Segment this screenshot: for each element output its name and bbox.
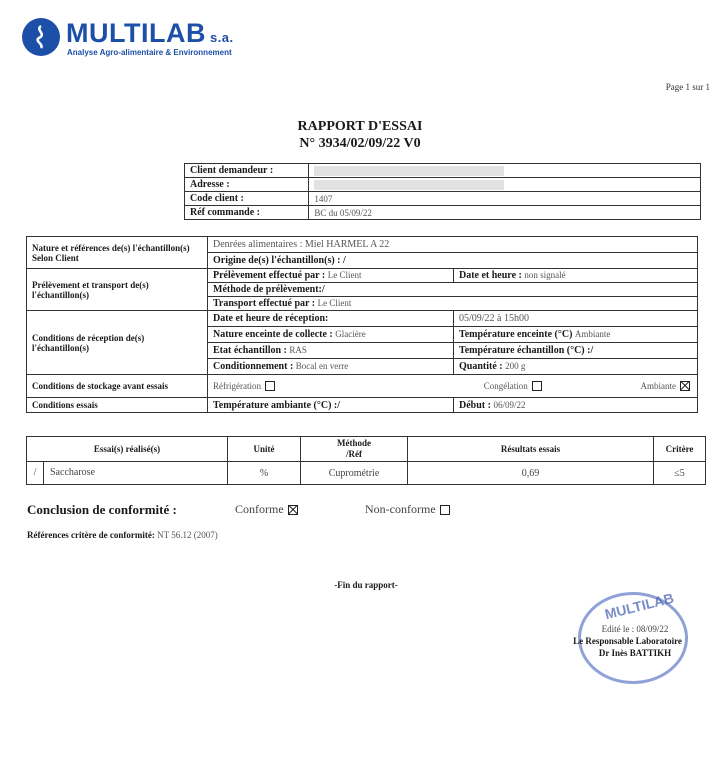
client-demandeur-label: Client demandeur : <box>185 164 309 178</box>
transport-cell: Transport effectué par : Le Client <box>208 297 698 311</box>
date-heure-cell: Date et heure : non signalé <box>453 269 697 283</box>
refrigeration-option: Réfrigération <box>213 381 275 392</box>
prelevement-section: Prélèvement et transport de(s) l'échantillon(s) <box>27 269 208 311</box>
conditionnement-cell: Conditionnement : Bocal en verre <box>208 359 454 375</box>
conforme-option: Conforme <box>235 502 298 517</box>
end-of-report: -Fin du rapport- <box>334 580 398 590</box>
table-row <box>27 462 706 485</box>
stockage-options <box>208 375 698 398</box>
reception-date-label: Date et heure de réception: <box>208 311 454 327</box>
header-critere: Critère <box>654 437 706 462</box>
responsable-label: Le Responsable Laboratoire <box>573 636 682 646</box>
logo-subtitle: Analyse Agro-alimentaire & Environnement <box>67 48 232 57</box>
adresse-value <box>309 178 701 192</box>
table-row <box>27 398 698 413</box>
origine-label: Origine de(s) l'échantillon(s) : / <box>208 253 698 269</box>
temp-ambiante-label: Température ambiante (°C) :/ <box>208 398 454 413</box>
redacted-block <box>314 180 504 190</box>
references-critere: Références critère de conformité: NT 56.12 (2007) <box>27 530 218 540</box>
enceinte-cell: Nature enceinte de collecte : Glacière <box>208 327 454 343</box>
temp-enceinte-cell: Température enceinte (°C) Ambiante <box>453 327 697 343</box>
logo-icon <box>22 18 60 56</box>
reception-date-value: 05/09/22 à 15h00 <box>453 311 697 327</box>
table-row <box>185 206 701 220</box>
reception-section: Conditions de réception de(s) l'échantillon(s) <box>27 311 208 375</box>
ambiante-checkbox-checked <box>680 381 690 391</box>
methode-label: Méthode de prélèvement:/ <box>208 283 698 297</box>
essai-cell: / Saccharose <box>27 462 228 485</box>
redacted-block <box>314 166 504 176</box>
logo-title: MULTILAB s.a. <box>66 18 234 48</box>
etat-cell: Etat échantillon : RAS <box>208 343 454 359</box>
table-header-row <box>27 437 706 462</box>
header-essai: Essai(s) réalisé(s) <box>27 437 228 462</box>
table-row <box>185 164 701 178</box>
report-title: RAPPORT D'ESSAI <box>297 119 423 134</box>
resultat-cell: 0,69 <box>408 462 654 485</box>
client-demandeur-value <box>309 164 701 178</box>
table-row <box>27 375 698 398</box>
header-unite: Unité <box>228 437 301 462</box>
sample-table <box>26 236 698 413</box>
stamp-text: MULTILAB <box>603 589 676 623</box>
table-row <box>185 192 701 206</box>
refrigeration-checkbox <box>265 381 275 391</box>
quantite-cell: Quantité : 200 g <box>453 359 697 375</box>
debut-cell: Début : 06/09/22 <box>453 398 697 413</box>
table-row <box>27 311 698 327</box>
essais-section: Conditions essais <box>27 398 208 413</box>
table-row <box>185 178 701 192</box>
header-resultats: Résultats essais <box>408 437 654 462</box>
logo-swirl-icon <box>30 24 52 50</box>
congelation-checkbox <box>532 381 542 391</box>
nature-value: Denrées alimentaires : Miel HARMEL A 22 <box>208 237 698 253</box>
temp-echantillon-label: Température échantillon (°C) :/ <box>453 343 697 359</box>
non-conforme-option: Non-conforme <box>365 502 450 517</box>
results-table <box>26 436 706 485</box>
adresse-label: Adresse : <box>185 178 309 192</box>
header-methode: Méthode /Réf <box>301 437 408 462</box>
nature-section: Nature et références de(s) l'échantillon(s) Selon Client <box>27 237 208 269</box>
unite-cell: % <box>228 462 301 485</box>
congelation-option: Congélation <box>484 381 542 392</box>
table-row <box>27 237 698 253</box>
ref-commande-label: Réf commande : <box>185 206 309 220</box>
code-client-label: Code client : <box>185 192 309 206</box>
critere-cell: ≤5 <box>654 462 706 485</box>
code-client-value: 1407 <box>309 192 701 206</box>
table-row <box>27 269 698 283</box>
ref-commande-value: BC du 05/09/22 <box>309 206 701 220</box>
methode-cell: Cuprométrie <box>301 462 408 485</box>
conclusion-label: Conclusion de conformité : <box>27 502 177 517</box>
client-table <box>184 163 701 220</box>
conforme-checkbox-checked <box>288 505 298 515</box>
edite-le: Edité le : 08/09/22 <box>601 624 669 634</box>
report-number: N° 3934/02/09/22 V0 <box>299 136 421 151</box>
page-number: Page 1 sur 1 <box>665 82 710 92</box>
responsable-name: Dr Inès BATTIKH <box>598 648 672 658</box>
prelevement-cell: Prélèvement effectué par : Le Client <box>208 269 454 283</box>
ambiante-option: Ambiante <box>640 381 690 392</box>
stockage-section: Conditions de stockage avant essais <box>27 375 208 398</box>
non-conforme-checkbox <box>440 505 450 515</box>
